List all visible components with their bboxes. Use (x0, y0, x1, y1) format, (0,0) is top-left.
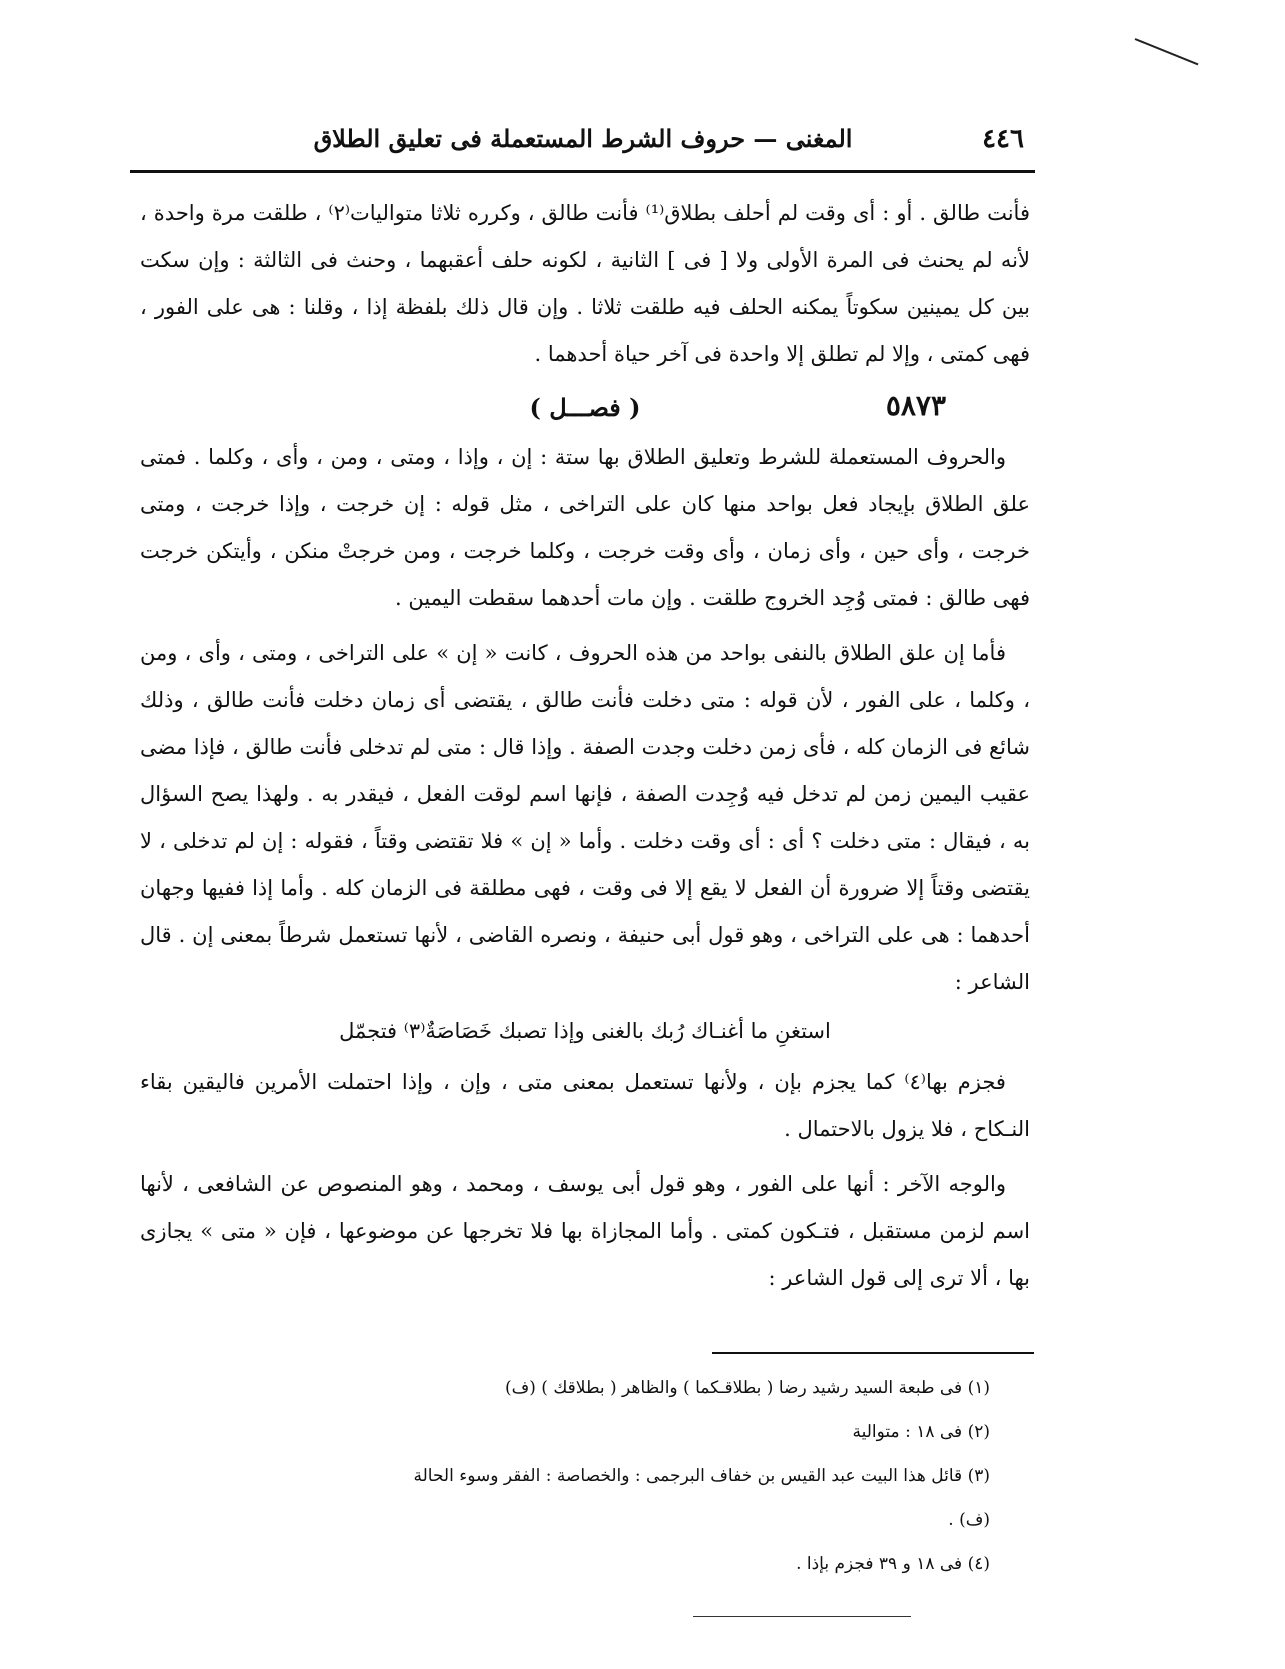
section-heading (140, 378, 1030, 432)
paragraph: فأنت طالق . أو : أى وقت لم أحلف بطلاق⁽¹⁾ فأنت طالق ، وكرره ثلاثا متواليات⁽٢⁾ ، طلقت مرة واحدة ، لأنه لم يحنث فى المرة الأولى ولا [ فى ] الثانية ، لكونه حلف أعقبهما ، وحنث فى الثالثة : وإن سكت بين كل يمينين سكوتاً يمكنه الحلف فيه طلقت ثلاثا . وإن قال ذلك بلفظة إذا ، وقلنا : هى على الفور ، فهى كمتى ، وإلا لم تطلق إلا واحدة فى آخر حياة أحدهما . (140, 201, 1030, 366)
footnotes (380, 1366, 990, 1586)
paragraph: والوجه الآخر : أنها على الفور ، وهو قول أبى يوسف ، ومحمد ، وهو المنصوص عن الشافعى ، لأنها اسم لزمن مستقبل ، فتـكون كمتى . وأما المجازاة بها فلا تخرجها عن موضوعها ، فإن « متى » يجازى بها ، ألا ترى إلى قول الشاعر : (140, 1172, 1030, 1290)
running-title: المغنى — حروف الشرط المستعملة فى تعليق الطلاق (313, 124, 853, 153)
footnote: (٣) قائل هذا البيت عبد القيس بن خفاف البرجمى : والخصاصة : الفقر وسوء الحالة (ف) . (413, 1466, 990, 1530)
section-title: ( فصـــل ) (529, 393, 641, 422)
page-number: ٤٤٦ (982, 124, 1024, 154)
paragraph: فجزم بها⁽٤⁾ كما يجزم بإن ، ولأنها تستعمل بمعنى متى ، وإن ، وإذا احتملت الأمرين فاليقين بقاء النـكاح ، فلا يزول بالاحتمال . (140, 1070, 1030, 1141)
footnote: (٤) فى ١٨ و ٣٩ فجزم بإذا . (796, 1554, 990, 1574)
main-text (140, 190, 1030, 1302)
running-header (132, 116, 1034, 166)
corner-pen-mark (1135, 38, 1199, 65)
header-rule (130, 170, 1035, 173)
bottom-rule (693, 1616, 911, 1617)
paragraph: فأما إن علق الطلاق بالنفى بواحد من هذه الحروف ، كانت « إن » على التراخى ، ومتى ، وأى ، ومن ، وكلما ، على الفور ، لأن قوله : متى دخلت فأنت طالق ، يقتضى أى زمان دخلت فأنت طالق ، وذلك شائع فى الزمان كله ، فأى زمن دخلت وجدت الصفة . وإذا قال : متى لم تدخلى فأنت طالق ، فإذا مضى عقيب اليمين زمن لم تدخل فيه وُجِدت الصفة ، فإنها اسم لوقت الفعل ، فيقدر به . ولهذا يصح السؤال به ، فيقال : متى دخلت ؟ أى : أى وقت دخلت . وأما « إن » فلا تقتضى وقتاً ، فقوله : إن لم تدخلى ، لا يقتضى وقتاً إلا ضرورة أن الفعل لا يقع إلا فى وقت ، فهى مطلقة فى الزمان كله . وأما إذا ففيها وجهان أحدهما : هى على التراخى ، وهو قول أبى حنيفة ، ونصره القاضى ، لأنها تستعمل شرطاً بمعنى إن . قال الشاعر : (140, 641, 1030, 994)
footnote: (٢) فى ١٨ : متوالية (852, 1422, 990, 1442)
footnote-rule (712, 1352, 1034, 1354)
footnote: (١) فى طبعة السيد رشيد رضا ( بطلاقـكما ) والظاهر ( بطلاقك ) (ف) (505, 1378, 990, 1398)
section-number: ٥٨٧٣ (885, 389, 946, 422)
paragraph: والحروف المستعملة للشرط وتعليق الطلاق بها ستة : إن ، وإذا ، ومتى ، ومن ، وأى ، وكلما . فمتى علق الطلاق بإيجاد فعل بواحد منها كان على التراخى ، مثل قوله : إن خرجت ، وإذا خرجت ، ومتى خرجت ، وأى حين ، وأى زمان ، وأى وقت خرجت ، وكلما خرجت ، ومن خرجتْ منكن ، وأيتكن خرجت فهى طالق : فمتى وُجِد الخروج طلقت . وإن مات أحدهما سقطت اليمين . (140, 445, 1030, 610)
poetry-verse: استغنِ ما أغنـاك رُبك بالغنى وإذا تصبك خَصَاصَةٌ⁽٣⁾ فتجمّل (339, 1019, 831, 1043)
